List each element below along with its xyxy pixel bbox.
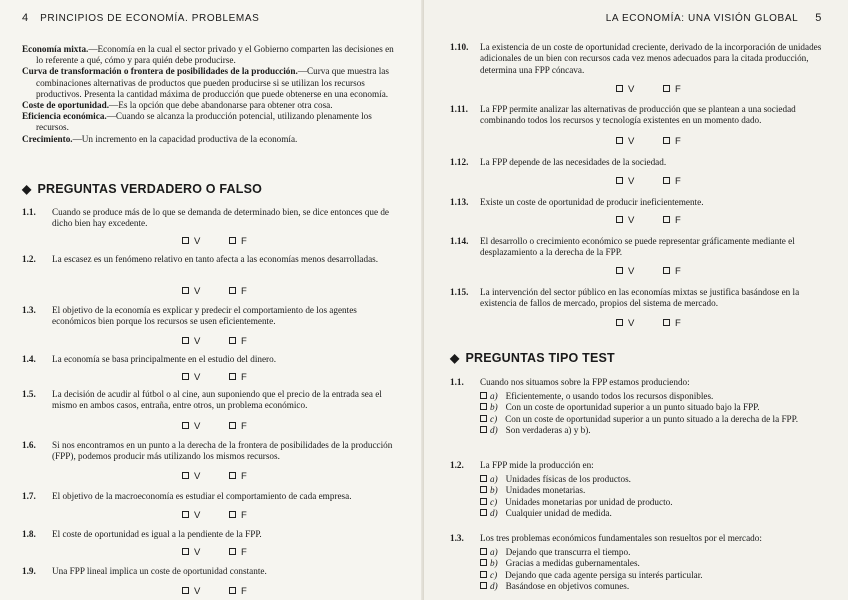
true-false-options bbox=[616, 176, 681, 187]
question: 1.13. Existe un coste de oportunidad de producir ineficientemente. bbox=[450, 197, 704, 207]
checkbox-icon[interactable] bbox=[229, 472, 236, 479]
answer-option[interactable]: b) Unidades monetarias. bbox=[480, 485, 830, 496]
checkbox-icon[interactable] bbox=[616, 85, 623, 92]
checkbox-icon[interactable] bbox=[663, 85, 670, 92]
answer-option[interactable]: a) Dejando que transcurra el tiempo. bbox=[480, 547, 830, 558]
option-false[interactable]: F bbox=[229, 586, 247, 597]
checkbox-icon[interactable] bbox=[663, 137, 670, 144]
option-true[interactable]: V bbox=[182, 336, 200, 347]
true-false-options bbox=[616, 318, 681, 329]
answer-option[interactable]: b) Con un coste de oportunidad superior a un punto situado bajo la FPP. bbox=[480, 402, 830, 413]
true-false-options bbox=[182, 286, 247, 297]
option-false[interactable]: F bbox=[229, 510, 247, 521]
checkbox-icon[interactable] bbox=[480, 475, 487, 482]
checkbox-icon[interactable] bbox=[182, 287, 189, 294]
option-false[interactable]: F bbox=[663, 136, 681, 147]
answer-option[interactable]: d) Cualquier unidad de medida. bbox=[480, 508, 830, 519]
option-false[interactable]: F bbox=[229, 236, 247, 247]
option-true[interactable]: V bbox=[182, 286, 200, 297]
checkbox-icon[interactable] bbox=[663, 267, 670, 274]
checkbox-icon[interactable] bbox=[480, 548, 487, 555]
true-false-options bbox=[182, 372, 247, 383]
option-false[interactable]: F bbox=[229, 336, 247, 347]
definition: Crecimiento.—Un incremento en la capacidad productiva de la economía. bbox=[22, 133, 298, 144]
checkbox-icon[interactable] bbox=[616, 177, 623, 184]
question: 1.3. El objetivo de la economía es explicar y predecir el comportamiento de los agentes económicos bien porque los recursos se usen eficientemente. bbox=[22, 305, 357, 327]
option-true[interactable]: V bbox=[182, 586, 200, 597]
checkbox-icon[interactable] bbox=[663, 216, 670, 223]
option-false[interactable]: F bbox=[663, 318, 681, 329]
right-page-header bbox=[606, 12, 822, 24]
page-number: 4 bbox=[22, 12, 29, 24]
checkbox-icon[interactable] bbox=[182, 237, 189, 244]
true-false-options bbox=[616, 266, 681, 277]
checkbox-icon[interactable] bbox=[229, 511, 236, 518]
test-question: 1.1. Cuando nos situamos sobre la FPP estamos produciendo: a) Eficientemente, o usando todos los recursos disponibles. b) Con un coste de oportunidad superior a un punto situado bajo la FPP. c) Con un coste de oportunidad superior a un punto situado a la derecha de la FPP. d) Son verdaderas a) y b). bbox=[450, 377, 830, 436]
definition: Economía mixta.—Economía en la cual el sector privado y el Gobierno comparten las decisiones en lo referente a qué, cómo y para quién debe producirse. bbox=[22, 44, 394, 66]
option-true[interactable]: V bbox=[616, 318, 634, 329]
left-page-header bbox=[22, 12, 259, 24]
checkbox-icon[interactable] bbox=[663, 177, 670, 184]
checkbox-icon[interactable] bbox=[480, 582, 487, 589]
checkbox-icon[interactable] bbox=[616, 137, 623, 144]
option-true[interactable]: V bbox=[182, 236, 200, 247]
answer-option[interactable]: d) Basándose en objetivos comunes. bbox=[480, 581, 830, 592]
question: 1.2. La escasez es un fenómeno relativo en tanto afecta a las economías menos desarrolladas. bbox=[22, 254, 379, 264]
checkbox-icon[interactable] bbox=[663, 319, 670, 326]
diamond-icon: ◆ bbox=[450, 351, 460, 365]
question: 1.8. El coste de oportunidad es igual a la pendiente de la FPP. bbox=[22, 529, 262, 539]
checkbox-icon[interactable] bbox=[480, 486, 487, 493]
answer-option[interactable]: c) Dejando que cada agente persiga su interés particular. bbox=[480, 570, 830, 581]
option-true[interactable]: V bbox=[182, 547, 200, 558]
definition: Curva de transformación o frontera de posibilidades de la producción.—Curva que muestra las combinaciones alternativas de productos que pueden producirse si se utilizan los recursos productivos. Presenta la cantidad máxima de producción que puede obtenerse en una economía. bbox=[22, 66, 389, 99]
checkbox-icon[interactable] bbox=[182, 511, 189, 518]
option-true[interactable]: V bbox=[616, 136, 634, 147]
true-false-options bbox=[182, 336, 247, 347]
option-false[interactable]: F bbox=[663, 266, 681, 277]
definitions-list bbox=[22, 44, 394, 145]
option-true[interactable]: V bbox=[182, 372, 200, 383]
answer-option[interactable]: a) Unidades físicas de los productos. bbox=[480, 474, 830, 485]
answer-option[interactable]: b) Gracias a medidas gubernamentales. bbox=[480, 558, 830, 569]
checkbox-icon[interactable] bbox=[480, 571, 487, 578]
true-false-options bbox=[182, 510, 247, 521]
option-true[interactable]: V bbox=[182, 471, 200, 482]
question: 1.5. La decisión de acudir al fútbol o al cine, aun suponiendo que el precio de la entrada sea el mismo en ambos casos, entraña, entre otros, un problema económico. bbox=[22, 389, 382, 411]
option-true[interactable]: V bbox=[182, 421, 200, 432]
checkbox-icon[interactable] bbox=[182, 548, 189, 555]
question: 1.14. El desarrollo o crecimiento económico se puede representar gráficamente mediante el desplazamiento a la derecha de la FPP. bbox=[450, 236, 795, 258]
running-title: LA ECONOMÍA: UNA VISIÓN GLOBAL bbox=[605, 13, 798, 24]
option-false[interactable]: F bbox=[229, 547, 247, 558]
option-false[interactable]: F bbox=[663, 84, 681, 95]
section-title-test: ◆ PREGUNTAS TIPO TEST bbox=[450, 351, 615, 365]
true-false-options bbox=[616, 215, 681, 226]
true-false-options bbox=[616, 136, 681, 147]
question: 1.11. La FPP permite analizar las alternativas de producción que se plantean a una sociedad combinando todos los recursos y tecnología existentes en un momento dado. bbox=[450, 104, 796, 126]
option-true[interactable]: V bbox=[616, 215, 634, 226]
answer-option[interactable]: c) Con un coste de oportunidad superior a un punto situado a la derecha de la FPP. bbox=[480, 414, 830, 425]
question: 1.12. La FPP depende de las necesidades de la sociedad. bbox=[450, 157, 667, 167]
answer-option[interactable]: d) Son verdaderas a) y b). bbox=[480, 425, 830, 436]
checkbox-icon[interactable] bbox=[182, 337, 189, 344]
option-true[interactable]: V bbox=[616, 266, 634, 277]
option-false[interactable]: F bbox=[229, 286, 247, 297]
running-title: PRINCIPIOS DE ECONOMÍA. PROBLEMAS bbox=[40, 13, 260, 24]
checkbox-icon[interactable] bbox=[480, 415, 487, 422]
option-false[interactable]: F bbox=[663, 176, 681, 187]
question: 1.7. El objetivo de la macroeconomía es estudiar el comportamiento de cada empresa. bbox=[22, 491, 352, 501]
true-false-options bbox=[182, 547, 247, 558]
checkbox-icon[interactable] bbox=[480, 392, 487, 399]
checkbox-icon[interactable] bbox=[229, 337, 236, 344]
checkbox-icon[interactable] bbox=[229, 548, 236, 555]
option-false[interactable]: F bbox=[663, 215, 681, 226]
checkbox-icon[interactable] bbox=[616, 216, 623, 223]
question: 1.10. La existencia de un coste de oportunidad creciente, derivado de la incorporación de unidades adicionales de un bien con recursos cada vez menos adecuados para la citada producción, determina una FPP cóncava. bbox=[450, 42, 822, 75]
checkbox-icon[interactable] bbox=[229, 287, 236, 294]
checkbox-icon[interactable] bbox=[480, 509, 487, 516]
option-false[interactable]: F bbox=[229, 421, 247, 432]
checkbox-icon[interactable] bbox=[182, 472, 189, 479]
answer-option[interactable]: c) Unidades monetarias por unidad de producto. bbox=[480, 497, 830, 508]
true-false-options bbox=[182, 236, 247, 247]
right-page bbox=[424, 0, 848, 600]
question: 1.9. Una FPP lineal implica un coste de oportunidad constante. bbox=[22, 566, 267, 576]
checkbox-icon[interactable] bbox=[229, 422, 236, 429]
checkbox-icon[interactable] bbox=[229, 587, 236, 594]
question: 1.4. La economía se basa principalmente en el estudio del dinero. bbox=[22, 354, 276, 364]
checkbox-icon[interactable] bbox=[182, 422, 189, 429]
definition: Eficiencia económica.—Cuando se alcanza la producción potencial, utilizando plenamente los recursos. bbox=[22, 111, 372, 133]
option-false[interactable]: F bbox=[229, 372, 247, 383]
checkbox-icon[interactable] bbox=[480, 403, 487, 410]
diamond-icon: ◆ bbox=[22, 182, 32, 196]
question: 1.6. Si nos encontramos en un punto a la derecha de la frontera de posibilidades de la producción (FPP), podemos producir más utilizando los mismos recursos. bbox=[22, 440, 393, 462]
checkbox-icon[interactable] bbox=[229, 373, 236, 380]
checkbox-icon[interactable] bbox=[229, 237, 236, 244]
definition: Coste de oportunidad.—Es la opción que debe abandonarse para obtener otra cosa. bbox=[22, 100, 333, 111]
test-question: 1.3. Los tres problemas económicos fundamentales son resueltos por el mercado: a) Dejando que transcurra el tiempo. b) Gracias a medidas gubernamentales. c) Dejando que cada agente persiga su interés particular. d) Basándose en objetivos comunes. bbox=[450, 533, 830, 592]
checkbox-icon[interactable] bbox=[182, 587, 189, 594]
page-number: 5 bbox=[815, 12, 822, 24]
true-false-options bbox=[182, 471, 247, 482]
section-title-true-false: ◆ PREGUNTAS VERDADERO O FALSO bbox=[22, 182, 263, 196]
checkbox-icon[interactable] bbox=[616, 319, 623, 326]
question: 1.1. Cuando se produce más de lo que se demanda de determinado bien, se dice entonces que de dicho bien hay excedente. bbox=[22, 207, 390, 229]
option-false[interactable]: F bbox=[229, 471, 247, 482]
option-true[interactable]: V bbox=[616, 84, 634, 95]
checkbox-icon[interactable] bbox=[182, 373, 189, 380]
true-false-options bbox=[616, 84, 681, 95]
checkbox-icon[interactable] bbox=[480, 426, 487, 433]
answer-option[interactable]: a) Eficientemente, o usando todos los recursos disponibles. bbox=[480, 391, 830, 402]
true-false-options bbox=[182, 586, 247, 597]
true-false-options bbox=[182, 421, 247, 432]
checkbox-icon[interactable] bbox=[480, 498, 487, 505]
option-true[interactable]: V bbox=[616, 176, 634, 187]
test-question: 1.2. La FPP mide la producción en: a) Unidades físicas de los productos. b) Unidades monetarias. c) Unidades monetarias por unidad de producto. d) Cualquier unidad de medida. bbox=[450, 460, 830, 519]
checkbox-icon[interactable] bbox=[480, 559, 487, 566]
question: 1.15. La intervención del sector público en las economías mixtas se justifica basándose en la existencia de fallos de mercado, propios del sistema de mercado. bbox=[450, 287, 800, 309]
option-true[interactable]: V bbox=[182, 510, 200, 521]
checkbox-icon[interactable] bbox=[616, 267, 623, 274]
